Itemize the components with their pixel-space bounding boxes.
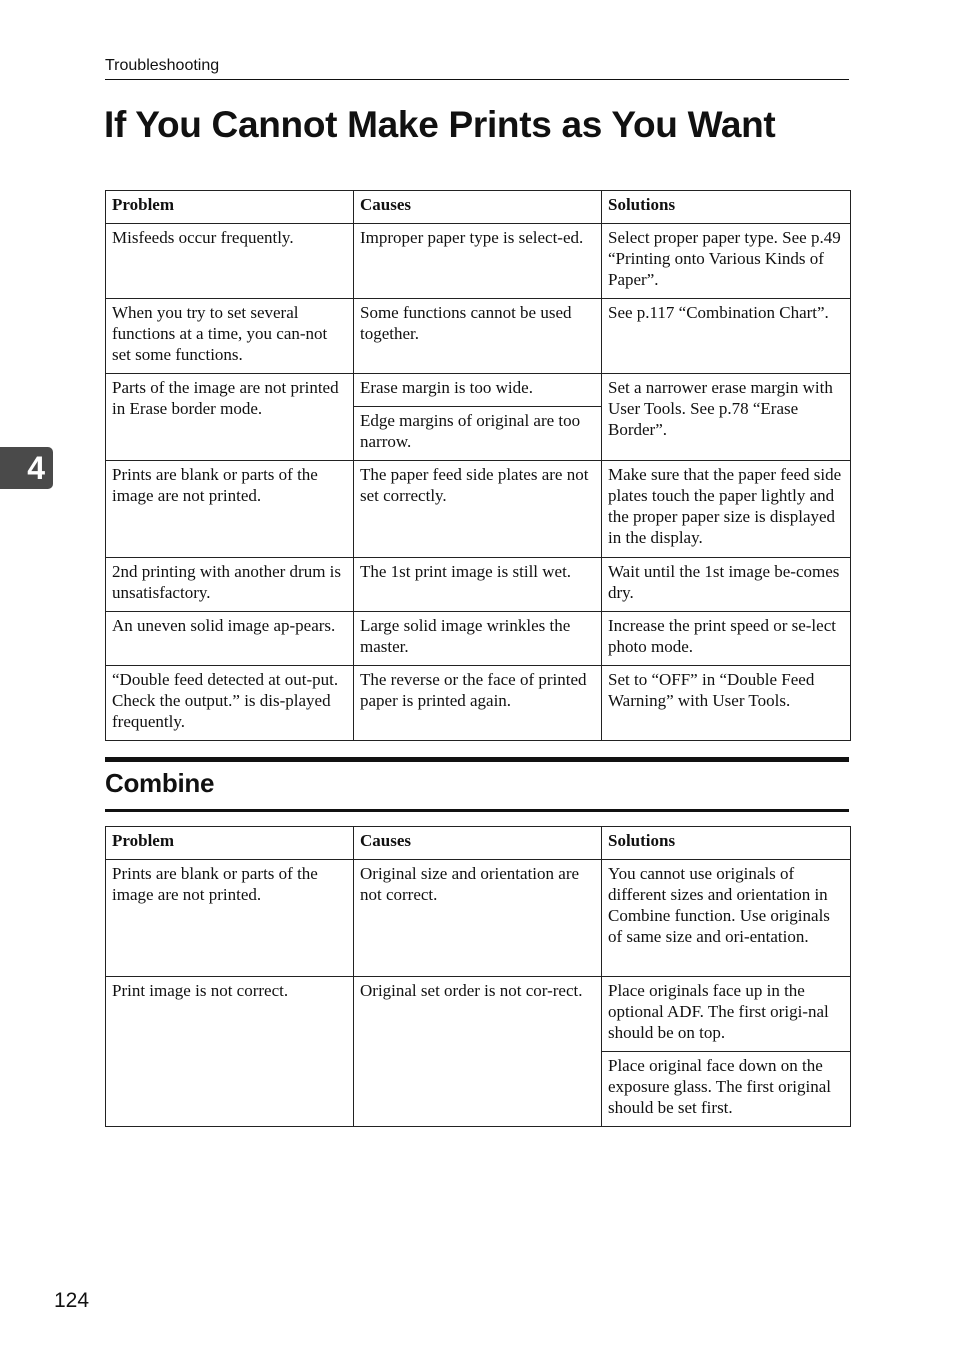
solution-cell: Set to “OFF” in “Double Feed Warning” with User Tools. bbox=[602, 666, 851, 741]
page-title: If You Cannot Make Prints as You Want bbox=[104, 104, 776, 145]
problem-cell: Parts of the image are not printed in Erase border mode. bbox=[106, 374, 354, 461]
problem-cell: 2nd printing with another drum is unsatisfactory. bbox=[106, 558, 354, 612]
cause-cell: Large solid image wrinkles the master. bbox=[354, 612, 602, 666]
table-row bbox=[106, 977, 851, 1052]
troubleshooting-table bbox=[105, 190, 851, 741]
page-number: 124 bbox=[54, 1289, 90, 1312]
cause-cell: Improper paper type is select-ed. bbox=[354, 224, 602, 299]
solution-cell: You cannot use originals of different sizes and orientation in Combine function. Use originals of same size and ori-entation. bbox=[602, 860, 851, 977]
solution-cell: Wait until the 1st image be-comes dry. bbox=[602, 558, 851, 612]
problem-cell: Prints are blank or parts of the image are not printed. bbox=[106, 461, 354, 558]
cause-cell: The 1st print image is still wet. bbox=[354, 558, 602, 612]
cause-cell: Original size and orientation are not correct. bbox=[354, 860, 602, 977]
solution-cell: Place original face down on the exposure glass. The first original should be set first. bbox=[602, 1052, 851, 1127]
table-header-row bbox=[106, 827, 851, 860]
cause-cell: The reverse or the face of printed paper is printed again. bbox=[354, 666, 602, 741]
header-rule bbox=[105, 79, 849, 80]
solution-cell: Select proper paper type. See p.49 “Printing onto Various Kinds of Paper”. bbox=[602, 224, 851, 299]
section-rule-top bbox=[105, 757, 849, 762]
table-row bbox=[106, 666, 851, 741]
table-row bbox=[106, 860, 851, 977]
table-row bbox=[106, 612, 851, 666]
table-row bbox=[106, 299, 851, 374]
solution-cell: See p.117 “Combination Chart”. bbox=[602, 299, 851, 374]
table-row bbox=[106, 461, 851, 558]
header-causes: Causes bbox=[354, 827, 602, 860]
cause-cell: Edge margins of original are too narrow. bbox=[354, 407, 602, 461]
table-row bbox=[106, 374, 851, 407]
solution-cell: Set a narrower erase margin with User Tools. See p.78 “Erase Border”. bbox=[602, 374, 851, 461]
section-title-combine: Combine bbox=[105, 768, 215, 798]
cause-cell: Original set order is not cor-rect. bbox=[354, 977, 602, 1127]
chapter-tab: 4 bbox=[0, 447, 53, 489]
header-problem: Problem bbox=[106, 827, 354, 860]
problem-cell: When you try to set several functions at a time, you can-not set some functions. bbox=[106, 299, 354, 374]
problem-cell: Misfeeds occur frequently. bbox=[106, 224, 354, 299]
combine-table bbox=[105, 826, 851, 1127]
cause-cell: Some functions cannot be used together. bbox=[354, 299, 602, 374]
table-row bbox=[106, 224, 851, 299]
section-rule-bottom bbox=[105, 809, 849, 812]
header-solutions: Solutions bbox=[602, 827, 851, 860]
table-row bbox=[106, 558, 851, 612]
problem-cell: “Double feed detected at out-put. Check the output.” is dis-played frequently. bbox=[106, 666, 354, 741]
solution-cell: Place originals face up in the optional ADF. The first origi-nal should be on top. bbox=[602, 977, 851, 1052]
header-problem: Problem bbox=[106, 191, 354, 224]
cause-cell: The paper feed side plates are not set correctly. bbox=[354, 461, 602, 558]
table-header-row bbox=[106, 191, 851, 224]
solution-cell: Increase the print speed or se-lect photo mode. bbox=[602, 612, 851, 666]
problem-cell: Prints are blank or parts of the image are not printed. bbox=[106, 860, 354, 977]
solution-cell: Make sure that the paper feed side plates touch the paper lightly and the proper paper size is displayed in the display. bbox=[602, 461, 851, 558]
running-header: Troubleshooting bbox=[105, 57, 220, 74]
problem-cell: An uneven solid image ap-pears. bbox=[106, 612, 354, 666]
problem-cell: Print image is not correct. bbox=[106, 977, 354, 1127]
header-causes: Causes bbox=[354, 191, 602, 224]
cause-cell: Erase margin is too wide. bbox=[354, 374, 602, 407]
header-solutions: Solutions bbox=[602, 191, 851, 224]
